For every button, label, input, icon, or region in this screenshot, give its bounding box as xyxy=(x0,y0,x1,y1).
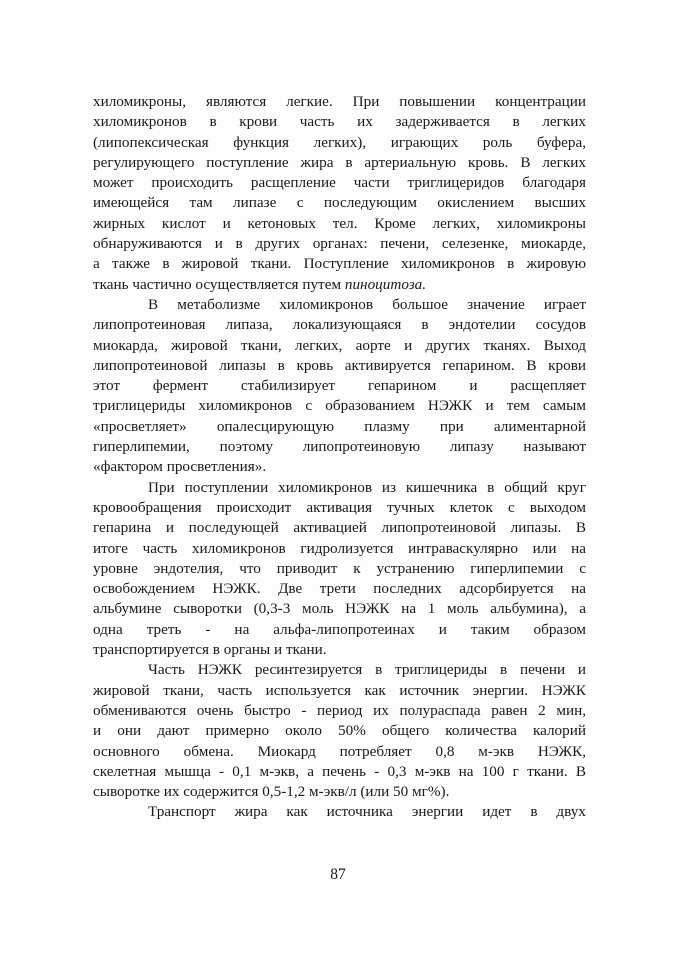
text-line: гиперлипемии, поэтому липопротеиновую липазу называют xyxy=(93,438,586,456)
text-line: хиломикронов в крови часть их задерживается в легких xyxy=(93,113,586,131)
text-line: «фактором просветления». xyxy=(93,458,267,476)
text-line: жировой ткани, часть используется как источник энергии. НЭЖК xyxy=(93,681,586,699)
italic-term: пиноцитоза. xyxy=(344,275,427,293)
text-line: обнаруживаются и в других органах: печени, селезенке, миокарде, xyxy=(93,235,586,253)
paragraph xyxy=(93,660,586,802)
text-line: скелетная мышца - 0,1 м-экв, а печень - 0,3 м-экв на 100 г ткани. В xyxy=(93,762,586,780)
page-number: 87 xyxy=(330,866,346,883)
text-line: «просветляет» опалесцирующую плазму при алиментарной xyxy=(93,417,586,435)
text-line: регулирующего поступление жира в артериальную кровь. В легких xyxy=(93,153,586,171)
text-line xyxy=(93,275,586,295)
text-line: (липопексическая функция легких), играющих роль буфера, xyxy=(93,133,586,151)
text-line: освобождением НЭЖК. Две трети последних адсорбируется на xyxy=(93,580,586,598)
text-line: транспортируется в органы и ткани. xyxy=(93,641,327,659)
text-line: может происходить расщепление части триглицеридов благодаря xyxy=(93,174,586,192)
text-fragment: ткань частично осуществляется путем xyxy=(93,275,345,293)
text-line: уровне эндотелия, что приводит к устранению гиперлипемии с xyxy=(93,559,586,577)
text-line: триглицериды хиломикронов с образованием НЭЖК и тем самым xyxy=(93,397,586,415)
text-line: сыворотке их содержится 0,5-1,2 м-экв/л (или 50 мг%). xyxy=(93,783,450,801)
paragraph xyxy=(93,295,586,478)
text-line: липопротеиновой липазы в кровь активируется гепарином. В крови xyxy=(93,356,586,374)
text-line: имеющейся там липазе с последующим окислением высших xyxy=(93,194,586,212)
text-line: Транспорт жира как источника энергии идет в двух xyxy=(148,803,586,821)
text-line: миокарда, жировой ткани, легких, аорте и других тканях. Выход xyxy=(93,336,586,354)
text-line: При поступлении хиломикронов из кишечника в общий круг xyxy=(148,478,586,496)
text-line: жирных кислот и кетоновых тел. Кроме легких, хиломикроны xyxy=(93,214,586,232)
text-line: итоге часть хиломикронов гидролизуется интраваскулярно или на xyxy=(93,539,586,557)
text-line: В метаболизме хиломикронов большое значение играет xyxy=(148,295,586,313)
text-line: Часть НЭЖК ресинтезируется в триглицериды в печени и xyxy=(148,661,586,679)
paragraph xyxy=(93,92,586,295)
text-line: обмениваются очень быстро - период их полураспада равен 2 мин, xyxy=(93,701,586,719)
text-line: хиломикроны, являются легкие. При повышении концентрации xyxy=(93,93,586,110)
body-text xyxy=(93,92,586,823)
text-line: одна треть - на альфа-липопротеинах и таким образом xyxy=(93,620,586,638)
paragraph xyxy=(93,478,586,661)
text-line: кровообращения происходит активация тучных клеток с выходом xyxy=(93,498,586,516)
paragraph xyxy=(93,802,586,822)
text-line: липопротеиновая липаза, локализующаяся в эндотелии сосудов xyxy=(93,316,586,334)
text-line: альбумине сыворотки (0,3-3 моль НЭЖК на 1 моль альбумина), а xyxy=(93,600,586,618)
text-line: этот фермент стабилизирует гепарином и расщепляет xyxy=(93,377,586,395)
text-line: гепарина и последующей активацией липопротеиновой липазы. В xyxy=(93,519,586,537)
text-line: а также в жировой ткани. Поступление хиломикронов в жировую xyxy=(93,255,586,273)
text-line: основного обмена. Миокард потребляет 0,8 м-экв НЭЖК, xyxy=(93,742,586,760)
text-line: и они дают примерно около 50% общего количества калорий xyxy=(93,722,586,740)
